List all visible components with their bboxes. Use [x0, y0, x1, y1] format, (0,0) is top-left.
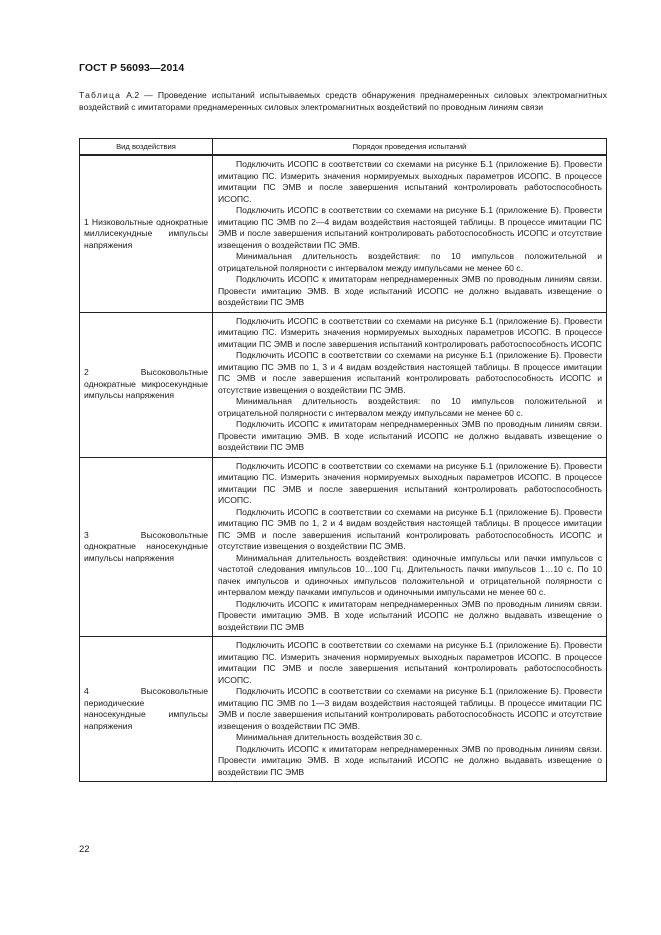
procedure-paragraph: Подключить ИСОПС к имитаторам непреднамеренных ЭМВ по проводным линиям связи. Провести имитацию ЭМВ. В ходе испытаний ИСОПС не должно выдавать извещение о воздействии ПС ЭМВ	[218, 274, 602, 307]
procedure-paragraph: Подключить ИСОПС в соответствии со схемами на рисунке Б.1 (приложение Б). Провести имитацию ПС. Измерить значения нормируемых выходных параметров ИСОПС. В процессе имитации ПС ЭМВ и после завершения испытаний контролировать работоспособность ИСОПС.	[218, 640, 602, 685]
procedure-paragraph: Подключить ИСОПС в соответствии со схемами на рисунке Б.1 (приложение Б). Провести имитацию ПС. Измерить значения нормируемых выходных параметров ИСОПС. В процессе имитации ПС ЭМВ и после завершения испытаний контролировать работоспособность ИСОПС	[218, 315, 602, 349]
procedure-cell	[213, 457, 607, 637]
procedure-paragraph: Минимальная длительность воздействия: по 10 импульсов положительной и отрицательной полярности с интервалом между импульсами не менее 60 с.	[218, 396, 602, 418]
procedure-paragraph: Подключить ИСОПС в соответствии со схемами на рисунке Б.1 (приложение Б). Провести имитацию ПС. Измерить значения нормируемых выходных параметров ИСОПС. В процессе имитации ПС ЭМВ и после завершения испытаний контролировать работоспособность ИСОПС.	[218, 460, 602, 505]
procedure-paragraph: Минимальная длительность воздействия: одиночные импульсы или пачки импульсов с частотой следования импульсов 10…100 Гц. Длительность пачки импульсов 1…10 с. По 10 пачек импульсов и одиночных импульсов положительной и отрицательной полярности с интервалом между пачками импульсов и одиночными импульсами не менее 60 с.	[218, 552, 602, 597]
impact-type-cell: 1 Низковольтные однократные миллисекундные импульсы напряжения	[80, 155, 213, 312]
procedure-paragraph: Подключить ИСОПС к имитаторам непреднамеренных ЭМВ по проводным линиям связи. Провести имитацию ЭМВ. В ходе испытаний ИСОПС не должно выдавать извещение о воздействии ПС ЭМВ	[218, 419, 602, 452]
table-row	[80, 637, 607, 782]
procedure-paragraph: Подключить ИСОПС в соответствии со схемами на рисунке Б.1 (приложение Б). Провести имитацию ПС ЭМВ по 1, 3 и 4 видам воздействия настоящей таблицы. В процессе имитации ПС ЭМВ и после завершения испытаний контролировать работоспособность ИСОПС и отсутствие извещения о воздействии ПС ЭМВ.	[218, 350, 602, 395]
procedure-paragraph: Подключить ИСОПС к имитаторам непреднамеренных ЭМВ по проводным линиям связи. Провести имитацию ЭМВ. В ходе испытаний ИСОПС не должно выдавать извещение о воздействии ПС ЭМВ	[218, 598, 602, 632]
table-row	[80, 457, 607, 637]
procedure-paragraph: Минимальная длительность воздействия: по 10 импульсов положительной и отрицательной полярности с интервалом между импульсами не менее 60 с.	[218, 251, 602, 273]
procedure-paragraph: Подключить ИСОПС к имитаторам непреднамеренных ЭМВ по проводным линиям связи. Провести имитацию ЭМВ. В ходе испытаний ИСОПС не должно выдавать извещение о воздействии ПС ЭМВ	[218, 743, 602, 777]
procedure-paragraph: Подключить ИСОПС в соответствии со схемами на рисунке Б.1 (приложение Б). Провести имитацию ПС ЭМВ по 2—4 видам воздействия настоящей таблицы. В процессе имитации ПС ЭМВ и после завершения испытаний контролировать работоспособность ИСОПС и отсутствие извещения о воздействии ПС ЭМВ.	[218, 205, 602, 250]
impact-type-cell: 2 Высоковольтные однократные микросекундные импульсы напряжения	[80, 312, 213, 457]
procedure-cell	[213, 637, 607, 782]
tests-table	[79, 138, 607, 782]
procedure-cell	[213, 312, 607, 457]
header-test-procedure: Порядок проведения испытаний	[213, 139, 607, 156]
table-row	[80, 155, 607, 312]
impact-type-cell: 3 Высоковольтные однократные наносекундные импульсы напряжения	[80, 457, 213, 637]
procedure-paragraph: Подключить ИСОПС в соответствии со схемами на рисунке Б.1 (приложение Б). Провести имитацию ПС ЭМВ по 1—3 видам воздействия настоящей таблицы. В процессе имитации ПС ЭМВ и после завершения испытаний контролировать работоспособность ИСОПС и отсутствие извещения о воздействии ПС ЭМВ.	[218, 686, 602, 731]
procedure-paragraph: Минимальная длительность воздействия 30 с.	[236, 732, 423, 742]
standard-designation: ГОСТ Р 56093—2014	[79, 62, 185, 74]
procedure-cell	[213, 155, 607, 312]
impact-type-cell: 4 Высоковольтные периодические наносекундные импульсы напряжения	[80, 637, 213, 782]
procedure-paragraph: Подключить ИСОПС в соответствии со схемами на рисунке Б.1 (приложение Б). Провести имитацию ПС. Измерить значения нормируемых выходных параметров ИСОПС. В процессе имитации ПС ЭМВ и после завершения испытаний контролировать работоспособность ИСОПС.	[218, 159, 602, 204]
table-row	[80, 312, 607, 457]
procedure-paragraph: Подключить ИСОПС в соответствии со схемами на рисунке Б.1 (приложение Б). Провести имитацию ПС ЭМВ по 1, 2 и 4 видам воздействия настоящей таблицы. В процессе имитации ПС ЭМВ и после завершения испытаний контролировать работоспособность ИСОПС и отсутствие извещения о воздействии ПС ЭМВ.	[218, 506, 602, 551]
page-number: 22	[79, 844, 90, 855]
table-caption	[79, 89, 607, 113]
table-caption-label: Таблица	[79, 90, 122, 100]
header-impact-type: Вид воздействия	[80, 139, 213, 156]
table-caption-text: А.2 — Проведение испытаний испытываемых средств обнаружения преднамеренных силовых электромагнитных воздействий с имитаторами преднамеренных силовых электромагнитных воздействий по проводным линиям связи	[79, 90, 607, 112]
table-header-row	[80, 139, 607, 156]
